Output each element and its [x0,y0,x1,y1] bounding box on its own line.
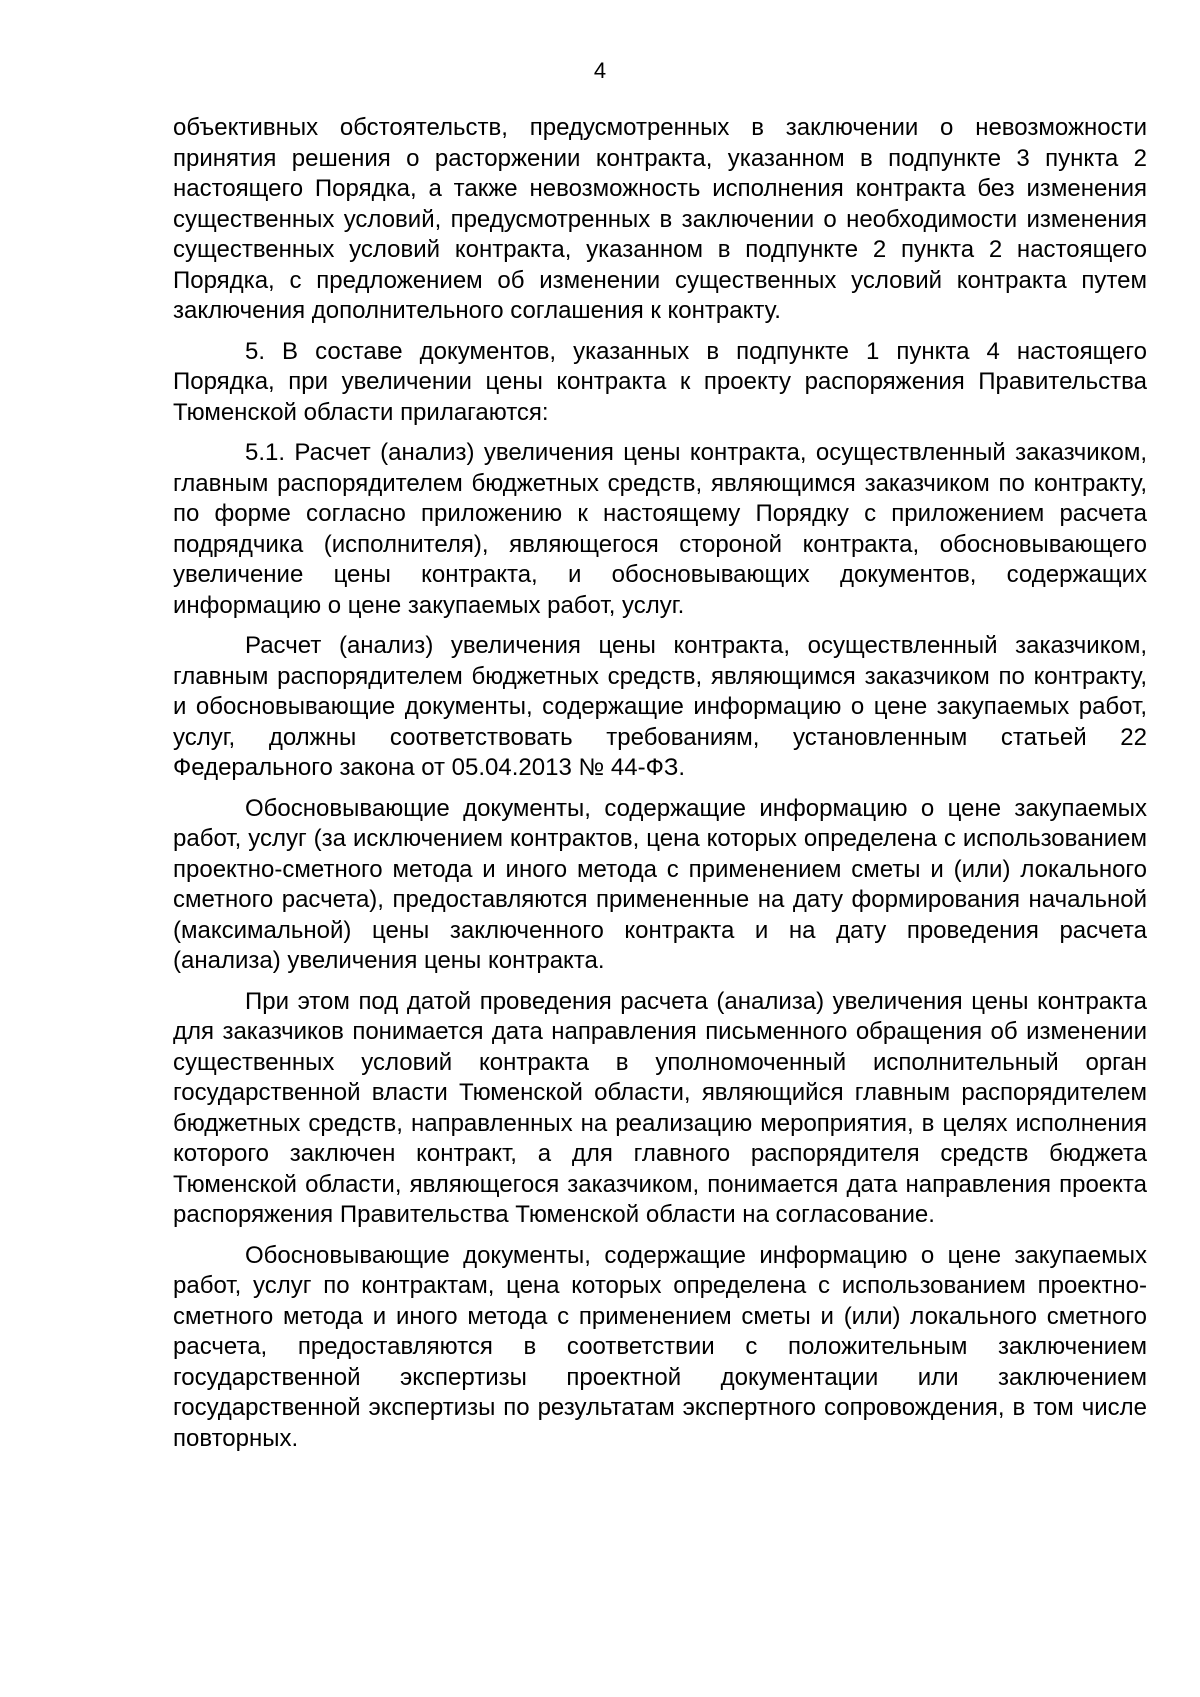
paragraph-continuation: объективных обстоятельств, предусмотренных в заключении о невозможности принятия решения о расторжении контракта, указанном в подпункте 3 пункта 2 настоящего Порядка, а также невозможность исполнения контракта без изменения существенных условий, предусмотренных в заключении о необходимости изменения существенных условий контракта, указанном в подпункте 2 пункта 2 настоящего Порядка, с предложением об изменении существенных условий контракта путем заключения дополнительного соглашения к контракту. [173,114,1147,324]
paragraph-clause-5: 5. В составе документов, указанных в подпункте 1 пункта 4 настоящего Порядка, при увеличении цены контракта к проекту распоряжения Правительства Тюменской области прилагаются: [173,337,1147,426]
page-number: 4 [593,58,607,83]
paragraph-estimate-documents: Обосновывающие документы, содержащие информацию о цене закупаемых работ, услуг по контрактам, цена которых определена с использованием проектно-сметного метода и иного метода с применением сметы и (или) локального сметного расчета, предоставляются в соответствии с положительным заключением государственной экспертизы проектной документации или заключением государственной экспертизы по результатам экспертного сопровождения, в том числе повторных. [173,1241,1147,1452]
paragraph-clause-5-1: 5.1. Расчет (анализ) увеличения цены контракта, осуществленный заказчиком, главным распорядителем бюджетных средств, являющимся заказчиком по контракту, по форме согласно приложению к настоящему Порядку с приложением расчета подрядчика (исполнителя), являющегося стороной контракта, обосновывающего увеличение цены контракта, и обосновывающих документов, содержащих информацию о цене закупаемых работ, услуг. [173,439,1147,619]
document-body [173,113,1147,1464]
paragraph-calculation-requirements: Расчет (анализ) увеличения цены контракта, осуществленный заказчиком, главным распорядителем бюджетных средств, являющимся заказчиком по контракту, и обосновывающие документы, содержащие информацию о цене закупаемых работ, услуг, должны соответствовать требованиям, установленным статьей 22 Федерального закона от 05.04.2013 № 44-ФЗ. [173,632,1147,781]
paragraph-supporting-documents: Обосновывающие документы, содержащие информацию о цене закупаемых работ, услуг (за исключением контрактов, цена которых определена с использованием проектно-сметного метода и иного метода с применением сметы и (или) локального сметного расчета), предоставляются примененные на дату формирования начальной (максимальной) цены заключенного контракта и на дату проведения расчета (анализа) увеличения цены контракта. [173,794,1147,974]
paragraph-calculation-date: При этом под датой проведения расчета (анализа) увеличения цены контракта для заказчиков понимается дата направления письменного обращения об изменении существенных условий контракта в уполномоченный исполнительный орган государственной власти Тюменской области, являющийся главным распорядителем бюджетных средств, направленных на реализацию мероприятия, в целях исполнения которого заключен контракт, а для главного распорядителя средств бюджета Тюменской области, являющегося заказчиком, понимается дата направления проекта распоряжения Правительства Тюменской области на согласование. [173,987,1147,1228]
